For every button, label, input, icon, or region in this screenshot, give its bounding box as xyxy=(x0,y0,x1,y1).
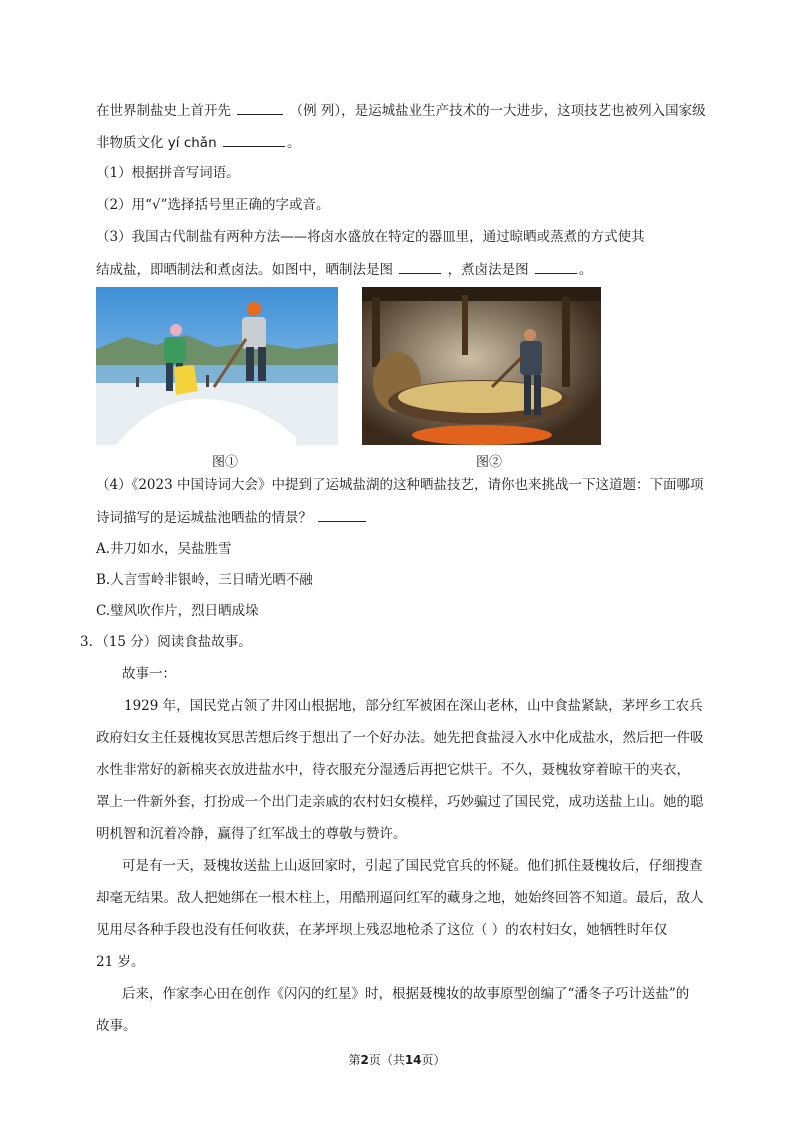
text-segment: ，煮卤法是图 xyxy=(447,262,529,278)
footer-text: 页（共 xyxy=(368,1053,405,1067)
story-paragraph-line: 故事。 xyxy=(96,1018,137,1034)
question-3-heading: 3．（15 分）阅读食盐故事。 xyxy=(80,634,252,650)
story-paragraph-line: 水性非常好的新棉夹衣放进盐水中，待衣服充分湿透后再把它烘干。不久，聂槐妆穿着晾干的夹衣， xyxy=(96,762,690,778)
footer-text: 第 xyxy=(348,1053,361,1067)
answer-blank[interactable] xyxy=(535,259,577,274)
option-a: A.井刀如水，吴盐胜雪 xyxy=(96,541,232,557)
story-paragraph-line: 1929 年，国民党占领了井冈山根据地，部分红军被困在深山老林，山中食盐紧缺，茅坪乡工农兵 xyxy=(124,698,703,714)
salt-drying-illustration xyxy=(96,287,338,445)
question-3: （3）我国古代制盐有两种方法——将卤水盛放在特定的器皿里，通过晾晒或蒸煮的方式使其 xyxy=(96,229,645,245)
answer-blank[interactable] xyxy=(318,507,366,522)
story-paragraph-line: 却毫无结果。敌人把她绑在一根木柱上，用酷刑逼问红军的藏身之地，她始终回答不知道。最后，敌人 xyxy=(96,890,704,906)
question-1: （1）根据拼音写词语。 xyxy=(96,165,240,181)
total-pages: 14 xyxy=(404,1053,422,1067)
figure-2-caption: 图② xyxy=(476,455,503,470)
text-line xyxy=(96,132,300,153)
answer-blank[interactable] xyxy=(237,100,283,115)
text-line xyxy=(96,507,368,528)
text-segment: 非物质文化 xyxy=(96,135,164,151)
page-footer xyxy=(0,1051,794,1068)
text-segment: 在世界制盐史上首开先 xyxy=(96,103,231,119)
page-number: 2 xyxy=(360,1053,369,1067)
brine-boiling-photo xyxy=(362,287,601,445)
text-segment: 。 xyxy=(578,262,593,278)
text-line xyxy=(96,259,592,280)
question-2: （2）用“√”选择括号里正确的字或音。 xyxy=(96,197,330,213)
pinyin-prompt: yí chǎn xyxy=(167,135,217,151)
text-segment: 诗词描写的是运城盐池晒盐的情景？ xyxy=(96,510,312,526)
salt-drying-photo xyxy=(96,287,338,445)
footer-text: 页） xyxy=(421,1053,446,1067)
figure-1-caption: 图① xyxy=(212,455,239,470)
story-paragraph-line: 罩上一件新外套，打扮成一个出门走亲戚的农村妇女模样，巧妙骗过了国民党，成功送盐上山。她的聪 xyxy=(96,794,704,810)
answer-blank[interactable] xyxy=(399,259,441,274)
story-title: 故事一： xyxy=(122,666,176,682)
text-segment: （例 列），是运城盐业生产技术的一大进步，这项技艺也被列入国家级 xyxy=(289,103,706,119)
text-segment: 结成盐，即晒制法和煮卤法。如图中，晒制法是图 xyxy=(96,262,393,278)
option-c: C.璧风吹作片，烈日晒成垛 xyxy=(96,603,259,619)
story-paragraph-line: 可是有一天，聂槐妆送盐上山返回家时，引起了国民党官兵的怀疑。他们抓住聂槐妆后，仔细搜查 xyxy=(122,858,703,874)
story-paragraph-line: 后来，作家李心田在创作《闪闪的红星》时，根据聂槐妆的故事原型创编了“潘冬子巧计送盐”的 xyxy=(122,986,690,1002)
story-paragraph-line: 明机智和沉着冷静，赢得了红军战士的尊敬与赞许。 xyxy=(96,826,407,842)
text-segment: 。 xyxy=(286,135,301,151)
question-4: （4）《2023 中国诗词大会》中提到了运城盐湖的这种晒盐技艺，请你也来挑战一下这道题：下面哪项 xyxy=(96,477,704,493)
text-line xyxy=(96,100,706,121)
story-paragraph-line: 见用尽各种手段也没有任何收获，在茅坪坝上残忍地枪杀了这位（ ）的农村妇女，她牺牲时年仅 xyxy=(96,922,668,938)
story-paragraph-line: 政府妇女主任聂槐妆冥思苦想后终于想出了一个好办法。她先把食盐浸入水中化成盐水，然后把一件吸 xyxy=(96,730,704,746)
answer-blank[interactable] xyxy=(223,132,285,147)
brine-boiling-illustration xyxy=(362,287,601,445)
option-b: B.人言雪岭非银岭，三日晴光晒不融 xyxy=(96,572,313,588)
story-paragraph-line: 21 岁。 xyxy=(96,954,145,970)
